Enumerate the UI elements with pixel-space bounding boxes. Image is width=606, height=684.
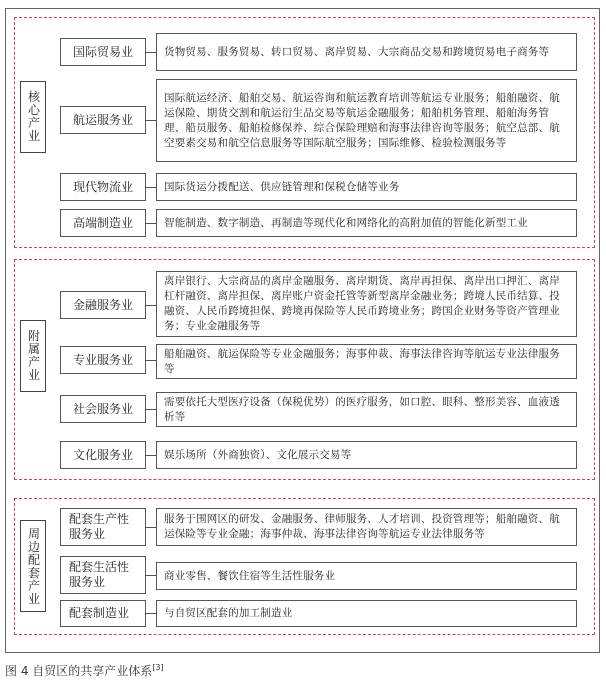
description-box [156,173,577,201]
description-text: 智能制造、数字制造、再制造等现代化和网络化的高附加值的智能化新型工业 [164,216,528,229]
category-box: 金融服务业 [60,291,146,319]
description-text: 船舶融资、航运保险等专业金融服务；海事仲裁、海事法律咨询等航运专业法律服务等 [164,347,560,375]
description-box [156,209,577,237]
connector-line [146,360,156,361]
category-box: 高端制造业 [60,209,146,237]
description-box [156,79,577,162]
category-box: 配套制造业 [60,600,146,627]
group-label-char: 产 [27,355,40,369]
description-text: 离岸银行、大宗商品的离岸金融服务、离岸期货、离岸再担保、离岸出口押汇、离岸杠杆融资、离岸担保、离岸账户资金托管等新型离岸金融业务；跨境人民币结算、投融资、人民币跨境担保、跨境再保险等人民币跨境业务；跨国企业财务等资产管理业务；专业金融服务等 [164,275,560,332]
group-label-char: 套 [27,566,40,580]
description-text: 国际航运经济、船舶交易、航运咨询和航运教育培训等航运专业服务；船舶融资、航运保险、期货交割和航运衍生品交易等航运金融服务；船舶机务管理、船舶海务管理、船员服务、船舶检修保养、综合保险理赔和海事法律咨询等服务；航空总部、航空要素交易和航空信息服务等国际航空服务；国际维修、检验检测服务等 [164,91,560,149]
description-box [156,344,577,379]
category-box: 配套生产性服务业 [60,508,146,546]
category-box: 航运服务业 [60,106,146,134]
description-text: 商业零售、餐饮住宿等生活性服务业 [164,569,336,582]
description-text: 服务于围网区的研发、金融服务、律师服务、人才培训、投资管理等；船舶融资、航运保险等专业金融；海事仲裁、海事法律咨询等航运专业法律服务等 [164,513,560,540]
caption-reference: [3] [152,663,164,672]
connector-line [146,409,156,410]
group-label-char: 附 [27,329,40,343]
connector-line [146,305,156,306]
description-text: 娱乐场所（外商独资）、文化展示交易等 [164,448,352,461]
group-label-char: 业 [27,592,40,606]
group-label-char: 产 [27,116,40,130]
description-box [156,271,577,337]
group-label-char: 产 [27,579,40,593]
connector-line [146,527,156,528]
description-text: 国际货运分拨配送、供应链管理和保税仓储等业务 [164,180,400,193]
category-box: 社会服务业 [60,395,146,423]
description-text: 需要依托大型医疗设备（保税优势）的医疗服务，如口腔、眼科、整形美容、血液透析等 [164,395,560,423]
group-label-core [20,81,46,153]
caption-text: 图 4 自贸区的共享产业体系 [5,664,153,678]
category-box: 配套生活性服务业 [60,556,146,594]
connector-line [146,613,156,614]
category-box: 文化服务业 [60,441,146,469]
figure-caption [5,662,164,679]
category-box: 现代物流业 [60,173,146,201]
connector-line [146,187,156,188]
group-label-char: 业 [27,129,40,143]
category-box: 专业服务业 [60,346,146,374]
description-box [156,600,577,627]
connector-line [146,52,156,53]
group-label-supporting [20,520,46,612]
group-label-char: 核 [27,90,40,104]
group-label-affiliated [20,320,46,392]
description-box [156,508,577,546]
category-box: 国际贸易业 [60,38,146,66]
description-box [156,562,577,590]
description-box [156,33,577,71]
connector-line [146,120,156,121]
connector-line [146,575,156,576]
connector-line [146,223,156,224]
group-label-char: 边 [27,540,40,554]
description-box [156,392,577,427]
description-box [156,441,577,469]
group-label-char: 周 [27,527,40,541]
connector-line [146,455,156,456]
group-label-char: 属 [27,342,40,356]
description-text: 货物贸易、服务贸易、转口贸易、离岸贸易、大宗商品交易和跨境贸易电子商务等 [164,45,550,58]
description-text: 与自贸区配套的加工制造业 [164,607,293,619]
group-label-char: 心 [27,103,40,117]
group-label-char: 业 [27,368,40,382]
group-label-char: 配 [27,553,40,567]
